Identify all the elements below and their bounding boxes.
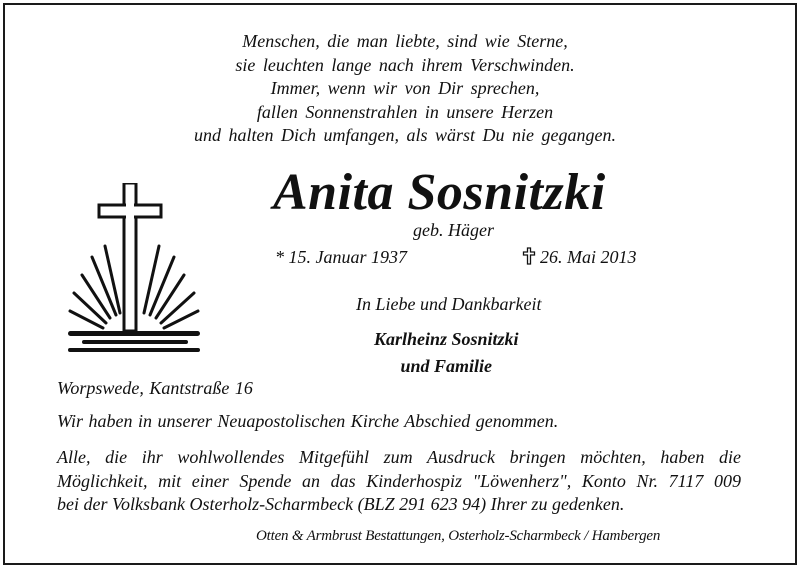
funeral-home: Otten & Armbrust Bestattungen, Osterholz-Scharmbeck / Hambergen bbox=[256, 528, 661, 544]
deceased-name: Anita Sosnitzki bbox=[273, 164, 606, 221]
church-note: Wir haben in unserer Neuapostolischen Kirche Abschied genommen. bbox=[57, 411, 559, 431]
cross-icon bbox=[522, 247, 536, 265]
tribute-line: In Liebe und Dankbarkeit bbox=[356, 294, 542, 314]
mourner-family: und Familie bbox=[400, 356, 493, 376]
poem-line: und halten Dich umfangen, als wärst Du nie gegangen. bbox=[194, 125, 616, 145]
poem-line: Menschen, die man liebte, sind wie Sterne, bbox=[242, 31, 568, 51]
memorial-poem bbox=[0, 30, 800, 148]
mourners bbox=[374, 326, 519, 380]
maiden-name: geb. Häger bbox=[413, 220, 494, 240]
donation-line: Möglichkeit, mit einer Spende an das Kinderhospiz "Löwenherz", Konto Nr. 7117 009 bbox=[57, 470, 741, 491]
donation-line: Alle, die ihr wohlwollendes Mitgefühl zum Ausdruck bringen möchten, haben die bbox=[57, 447, 741, 467]
mourner-name: Karlheinz Sosnitzki bbox=[374, 329, 519, 349]
poem-line: Immer, wenn wir von Dir sprechen, bbox=[270, 78, 540, 98]
birth-date: * 15. Januar 1937 bbox=[275, 247, 407, 267]
cross-sunrise-icon bbox=[66, 183, 202, 353]
donation-paragraph bbox=[57, 446, 741, 517]
address: Worpswede, Kantstraße 16 bbox=[57, 378, 253, 398]
death-date-row bbox=[522, 247, 637, 268]
death-date: 26. Mai 2013 bbox=[540, 247, 637, 267]
poem-line: fallen Sonnenstrahlen in unsere Herzen bbox=[256, 101, 554, 122]
poem-line: sie leuchten lange nach ihrem Verschwinden. bbox=[235, 54, 575, 75]
donation-line: bei der Volksbank Osterholz-Scharmbeck (BLZ 291 623 94) Ihrer zu gedenken. bbox=[57, 494, 625, 514]
